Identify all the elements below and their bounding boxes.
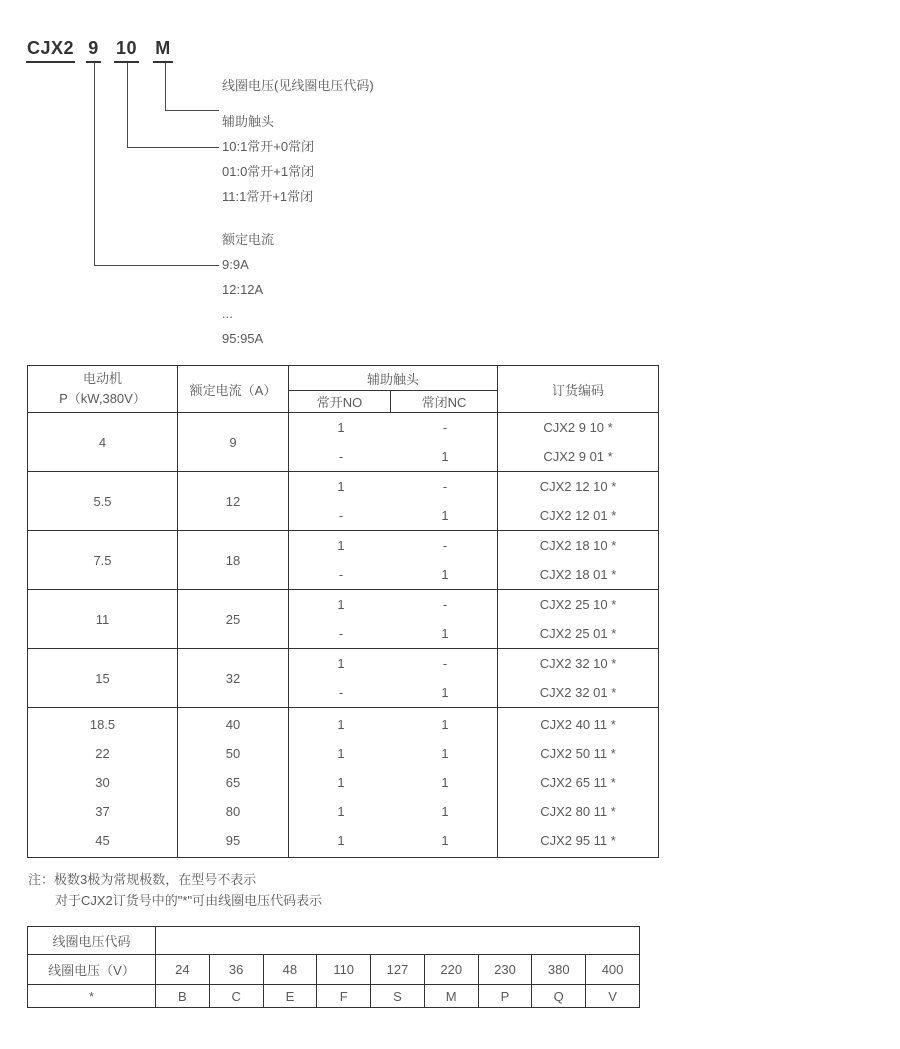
voltage-table-title-empty: [156, 927, 640, 955]
voltage-value: 36: [209, 955, 263, 985]
current-value: 65: [225, 775, 241, 790]
order-code: CJX2 12 01 *: [539, 508, 617, 523]
aux-no-value: 1: [337, 746, 345, 761]
aux-nc-value: 1: [441, 746, 449, 761]
code-value: Q: [532, 985, 586, 1008]
aux-nc-value: 1: [441, 685, 449, 700]
aux-nc-value: 1: [441, 567, 449, 582]
aux-no-value: 1: [337, 775, 345, 790]
aux-nc-value: -: [442, 420, 448, 435]
code-row-label: *: [28, 985, 156, 1008]
header-order-code: 订货编码: [498, 366, 659, 413]
voltage-table-title-row: [28, 927, 640, 955]
code-value: B: [156, 985, 210, 1008]
power-cell: 11: [28, 590, 178, 649]
order-code-cell: [498, 649, 659, 708]
code-value: M: [424, 985, 478, 1008]
header-rated-current: 额定电流（A）: [178, 366, 289, 413]
code-value: P: [478, 985, 532, 1008]
order-code: CJX2 95 11 *: [540, 833, 616, 848]
header-motor-line1: 电动机: [82, 371, 122, 386]
current-option: 9:9A: [222, 257, 249, 272]
voltage-value: 220: [424, 955, 478, 985]
voltage-value: 380: [532, 955, 586, 985]
voltage-row-label: 线圈电压（V）: [28, 955, 156, 985]
aux-cell: [289, 590, 498, 649]
aux-no-value: 1: [337, 804, 345, 819]
voltage-codes-row: [28, 985, 640, 1008]
voltage-value: 24: [156, 955, 210, 985]
code-value: C: [209, 985, 263, 1008]
table-group-row: [28, 472, 659, 531]
aux-nc-value: -: [442, 656, 448, 671]
header-aux-contact: 辅助触头: [289, 366, 498, 391]
aux-values-row: [289, 531, 497, 560]
voltage-table-title: 线圈电压代码: [28, 927, 156, 955]
voltage-value: 48: [263, 955, 317, 985]
aux-nc-value: 1: [441, 626, 449, 641]
current-cell: 32: [178, 649, 289, 708]
power-value: 22: [95, 746, 110, 761]
aux-nc-value: -: [442, 479, 448, 494]
current-option: 95:95A: [222, 331, 264, 346]
note-line-1: 注：极数3极为常规极数，在型号不表示: [28, 872, 257, 887]
aux-values-row: [289, 619, 497, 648]
order-code: CJX2 25 10 *: [539, 597, 617, 612]
order-code: CJX2 32 01 *: [539, 685, 617, 700]
order-code-cell: [498, 708, 659, 858]
power-value: 37: [95, 804, 110, 819]
order-code: CJX2 9 01 *: [543, 449, 613, 464]
aux-values-row: [289, 413, 497, 442]
model-code-part-series: CJX2: [26, 37, 75, 63]
lead-line-rated-current: [94, 63, 219, 266]
aux-no-value: 1: [337, 420, 345, 435]
coil-voltage-label: 线圈电压(见线圈电压代码): [222, 78, 374, 93]
header-nc: 常闭NC: [391, 391, 498, 413]
aux-option: 11:1常开+1常闭: [222, 189, 314, 204]
code-value: E: [263, 985, 317, 1008]
current-cell: 25: [178, 590, 289, 649]
aux-no-value: 1: [337, 656, 345, 671]
power-value: 45: [95, 833, 110, 848]
aux-no-value: 1: [337, 479, 345, 494]
power-cell: 7.5: [28, 531, 178, 590]
order-code: CJX2 12 10 *: [539, 479, 617, 494]
current-cell: [178, 708, 289, 858]
selection-table: [27, 365, 659, 858]
voltage-value: 110: [317, 955, 371, 985]
aux-cell: [289, 472, 498, 531]
aux-nc-value: 1: [441, 449, 449, 464]
table-group-row: [28, 531, 659, 590]
aux-nc-value: 1: [441, 833, 449, 848]
aux-values-row: [289, 797, 497, 826]
aux-no-value: -: [338, 567, 344, 582]
header-motor-line2: P（kW,380V）: [59, 391, 146, 406]
aux-cell: [289, 413, 498, 472]
aux-values-row: [289, 826, 497, 855]
order-code: CJX2 40 11 *: [540, 717, 616, 732]
aux-values-row: [289, 501, 497, 530]
rated-current-label: 额定电流: [222, 232, 275, 247]
aux-values-row: [289, 678, 497, 707]
power-value: 18.5: [89, 717, 116, 732]
header-no: 常开NO: [289, 391, 391, 413]
note-line-2: 对于CJX2订货号中的"*"可由线圈电压代码表示: [55, 893, 323, 908]
aux-values-row: [289, 590, 497, 619]
power-cell: 5.5: [28, 472, 178, 531]
order-code: CJX2 50 11 *: [540, 746, 616, 761]
current-option: 12:12A: [222, 282, 264, 297]
order-code-cell: [498, 472, 659, 531]
aux-no-value: 1: [337, 833, 345, 848]
current-option: ...: [222, 306, 233, 321]
aux-nc-value: 1: [441, 804, 449, 819]
power-cell: 4: [28, 413, 178, 472]
aux-nc-value: 1: [441, 717, 449, 732]
power-value: 30: [95, 775, 110, 790]
aux-cell: [289, 649, 498, 708]
aux-values-row: [289, 768, 497, 797]
aux-nc-value: -: [442, 597, 448, 612]
order-code-cell: [498, 590, 659, 649]
aux-values-row: [289, 710, 497, 739]
table-group-row: [28, 413, 659, 472]
aux-cell: [289, 531, 498, 590]
current-cell: 12: [178, 472, 289, 531]
aux-nc-value: 1: [441, 508, 449, 523]
aux-no-value: -: [338, 685, 344, 700]
current-value: 80: [225, 804, 241, 819]
selection-table-header-row1: [28, 366, 659, 391]
aux-no-value: -: [338, 449, 344, 464]
model-code-part-current: 9: [86, 37, 101, 63]
aux-values-row: [289, 560, 497, 589]
table-group-row: [28, 649, 659, 708]
aux-no-value: -: [338, 626, 344, 641]
power-cell: [28, 708, 178, 858]
current-cell: 9: [178, 413, 289, 472]
current-value: 50: [225, 746, 241, 761]
order-code: CJX2 25 01 *: [539, 626, 617, 641]
voltage-value: 400: [586, 955, 640, 985]
aux-nc-value: -: [442, 538, 448, 553]
model-code-part-voltage: M: [153, 37, 173, 63]
current-cell: 18: [178, 531, 289, 590]
order-code: CJX2 80 11 *: [540, 804, 616, 819]
order-code: CJX2 65 11 *: [540, 775, 616, 790]
aux-nc-value: 1: [441, 775, 449, 790]
table-group-row: [28, 708, 659, 858]
order-code: CJX2 9 10 *: [543, 420, 613, 435]
aux-no-value: 1: [337, 597, 345, 612]
aux-values-row: [289, 442, 497, 471]
order-code: CJX2 18 01 *: [539, 567, 617, 582]
aux-no-value: -: [338, 508, 344, 523]
aux-values-row: [289, 472, 497, 501]
table-group-row: [28, 590, 659, 649]
coil-voltage-table: [27, 926, 640, 1008]
aux-option: 10:1常开+0常闭: [222, 139, 315, 154]
code-value: S: [371, 985, 425, 1008]
order-code-cell: [498, 413, 659, 472]
aux-values-row: [289, 739, 497, 768]
aux-values-row: [289, 649, 497, 678]
current-value: 95: [225, 833, 241, 848]
code-value: F: [317, 985, 371, 1008]
code-value: V: [586, 985, 640, 1008]
order-code: CJX2 18 10 *: [539, 538, 617, 553]
voltage-values-row: [28, 955, 640, 985]
voltage-value: 127: [371, 955, 425, 985]
aux-option: 01:0常开+1常闭: [222, 164, 315, 179]
order-code-cell: [498, 531, 659, 590]
aux-no-value: 1: [337, 538, 345, 553]
power-cell: 15: [28, 649, 178, 708]
current-value: 40: [225, 717, 241, 732]
model-code-part-aux: 10: [114, 37, 139, 63]
order-code: CJX2 32 10 *: [539, 656, 617, 671]
header-motor-power: [28, 366, 178, 413]
aux-cell: [289, 708, 498, 858]
voltage-value: 230: [478, 955, 532, 985]
aux-no-value: 1: [337, 717, 345, 732]
aux-contact-label: 辅助触头: [222, 114, 275, 129]
